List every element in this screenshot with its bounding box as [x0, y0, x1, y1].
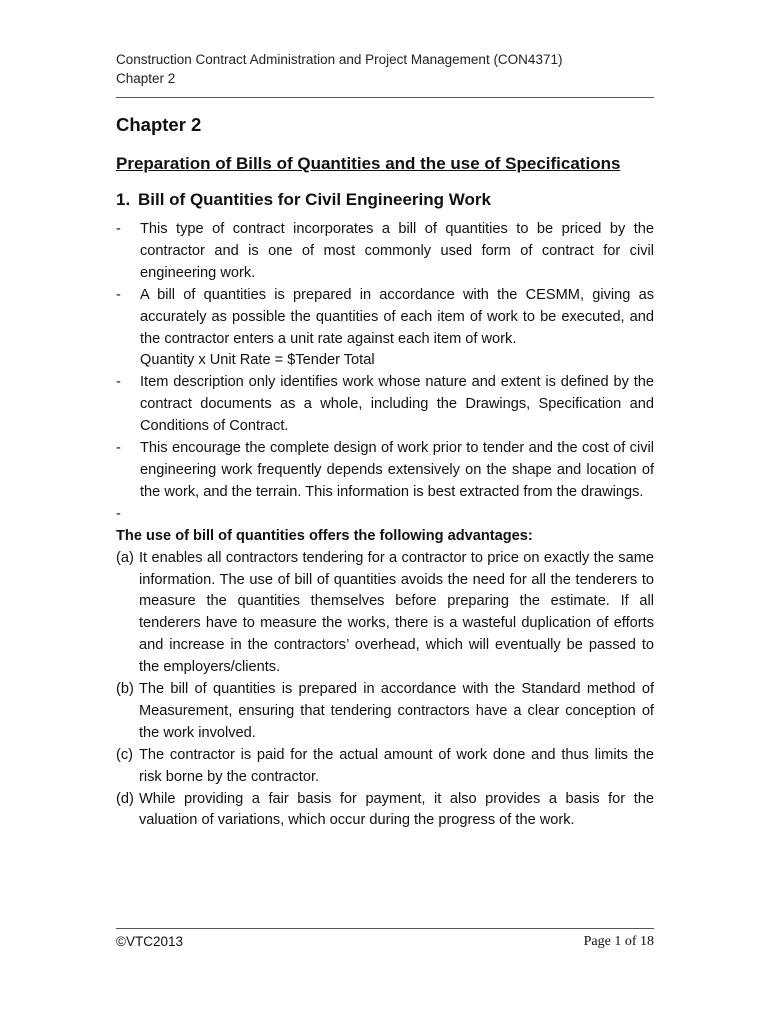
advantage-item: [116, 548, 654, 679]
bullet-text: Item description only identifies work whose nature and extent is defined by the contract documents as a whole, including the Drawings, Specification and Conditions of Contract.: [140, 374, 654, 435]
bullet-marker: -: [116, 221, 121, 237]
advantage-text: The bill of quantities is prepared in accordance with the Standard method of Measurement, ensuring that tendering contractors have a clear conception of the work involved.: [139, 681, 654, 741]
footer-copyright: ©VTC2013: [116, 934, 183, 949]
advantages-heading: The use of bill of quantities offers the following advantages:: [116, 527, 533, 544]
bullet-text: A bill of quantities is prepared in accordance with the CESMM, giving as accurately as possible the quantities of each item of work to be executed, and the contractor enters a unit rate against each item of work.: [140, 286, 654, 347]
list-item: [116, 438, 654, 504]
bullet-text: This type of contract incorporates a bill of quantities to be priced by the contractor and is one of most commonly used form of contract for civil engineering work.: [140, 221, 654, 281]
advantage-item: [116, 789, 654, 833]
advantage-label: (c): [116, 746, 134, 763]
bullet-list: [116, 219, 654, 832]
bullet-marker: -: [116, 440, 121, 457]
formula: Quantity x Unit Rate = $Tender Total: [140, 352, 375, 369]
list-item: [116, 219, 654, 285]
document-page: [116, 50, 654, 832]
footer-rule: [116, 928, 654, 929]
list-item: [116, 285, 654, 373]
advantage-label: (a): [116, 549, 134, 566]
header-course-title: Construction Contract Administration and Project Management (CON4371): [116, 52, 563, 67]
bullet-text: This encourage the complete design of work prior to tender and the cost of civil engineering work frequently depends extensively on the shape and location of the work, and the terrain. This information is best extracted from the drawings.: [140, 440, 654, 500]
section-number: 1.: [116, 190, 131, 209]
advantage-text: It enables all contractors tendering for a contractor to price on exactly the same information. The use of bill of quantities avoids the need for all the tenderers to measure the quantities themselves before preparing the estimate. If all tenderers have to measure the works, there is a wasteful duplication of efforts and increase in the contractors’ overhead, which will eventually be passed to the employers/clients.: [139, 549, 654, 676]
advantage-item: [116, 745, 654, 789]
header-rule: [116, 97, 654, 98]
bullet-marker: -: [116, 505, 121, 522]
bullet-marker: -: [116, 374, 121, 391]
page-footer: [116, 928, 654, 950]
section-heading: [116, 189, 654, 211]
advantage-item: [116, 679, 654, 745]
list-item: [116, 372, 654, 438]
bullet-marker: -: [116, 286, 121, 303]
section-title: Bill of Quantities for Civil Engineering Work: [138, 190, 491, 209]
chapter-heading: Chapter 2: [116, 114, 202, 135]
advantage-label: (d): [116, 790, 134, 807]
list-item: [116, 504, 654, 526]
advantage-text: The contractor is paid for the actual amount of work done and thus limits the risk borne by the contractor.: [139, 746, 654, 785]
document-title: Preparation of Bills of Quantities and the use of Specifications: [116, 154, 621, 173]
advantage-text: While providing a fair basis for payment, it also provides a basis for the valuation of variations, which occur during the progress of the work.: [139, 790, 654, 829]
page-number: Page 1 of 18: [583, 934, 654, 949]
advantage-label: (b): [116, 681, 134, 698]
running-header: [116, 50, 654, 88]
header-chapter: Chapter 2: [116, 71, 176, 86]
